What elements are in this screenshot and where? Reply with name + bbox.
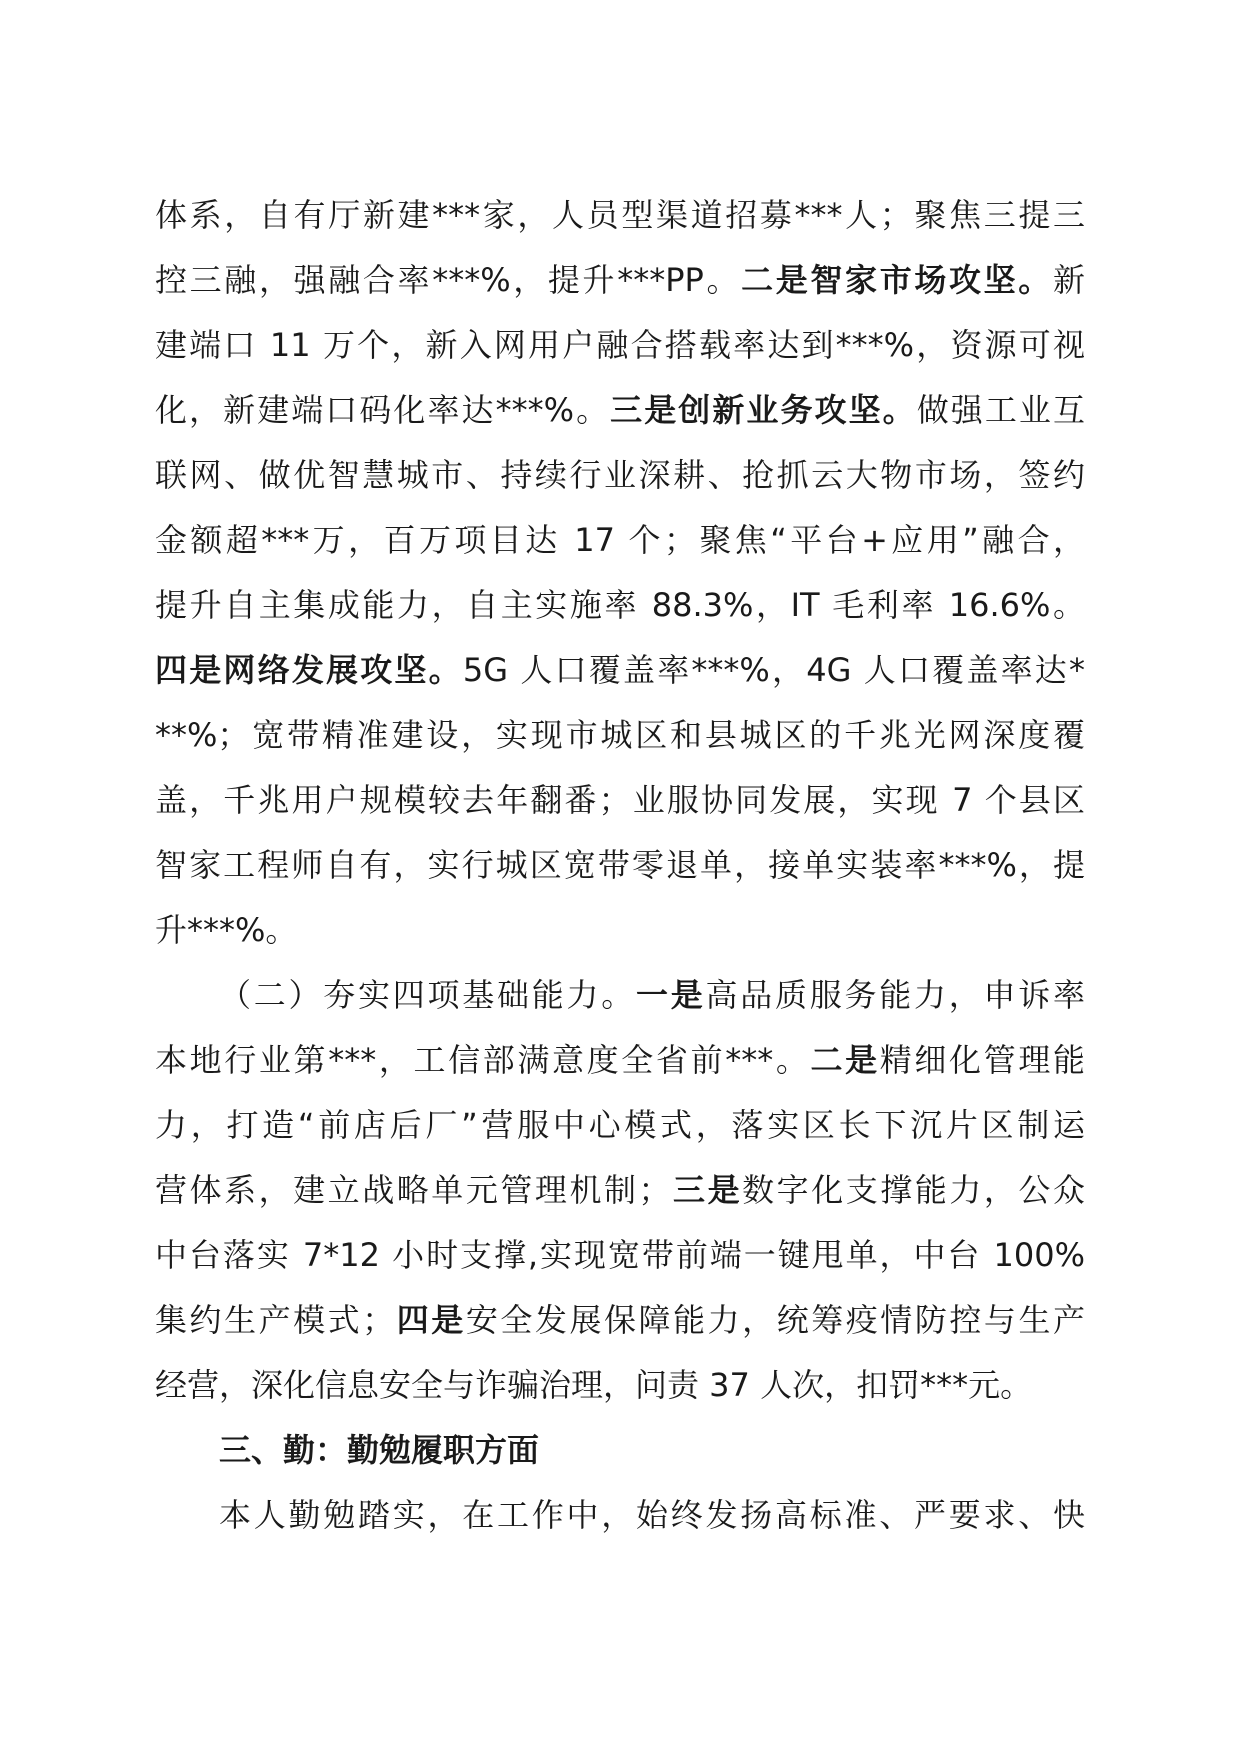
bold-phrase: 一是 <box>635 976 706 1014</box>
paragraph-line: 营体系，建立战略单元管理机制；三是数字化支撑能力，公众 <box>155 1171 1085 1209</box>
paragraph-line: 集约生产模式；四是安全发展保障能力，统筹疫情防控与生产 <box>155 1301 1085 1339</box>
paragraph-line: 金额超***万，百万项目达 17 个；聚焦“平台+应用”融合， <box>155 521 1085 559</box>
bold-phrase: 二是 <box>810 1041 880 1079</box>
paragraph-line: 提升自主集成能力，自主实施率 88.3%，IT 毛利率 16.6%。 <box>155 586 1085 624</box>
paragraph-line: 盖，千兆用户规模较去年翻番；业服协同发展，实现 7 个县区 <box>155 781 1085 819</box>
bold-phrase: 三是创新业务攻坚。 <box>610 391 917 429</box>
paragraph-line: 中台落实 7*12 小时支撑,实现宽带前端一键甩单，中台 100% <box>155 1236 1085 1274</box>
bold-phrase: 四是 <box>394 1301 466 1339</box>
paragraph-line: 四是网络发展攻坚。5G 人口覆盖率***%，4G 人口覆盖率达* <box>155 651 1085 689</box>
paragraph-line: 体系，自有厅新建***家，人员型渠道招募***人；聚焦三提三 <box>155 196 1085 234</box>
paragraph-line: （二）夯实四项基础能力。一是高品质服务能力，申诉率 <box>219 976 1085 1014</box>
paragraph-line: 升***%。 <box>155 911 298 949</box>
bold-phrase: 三是 <box>670 1171 743 1209</box>
paragraph-line: 本地行业第***，工信部满意度全省前***。二是精细化管理能 <box>155 1041 1085 1079</box>
document-page <box>155 183 1085 1548</box>
paragraph-line: 控三融，强融合率***%，提升***PP。二是智家市场攻坚。新 <box>155 261 1085 299</box>
bold-phrase: 二是智家市场攻坚。 <box>741 261 1053 299</box>
paragraph-line: 力，打造“前店后厂”营服中心模式，落实区长下沉片区制运 <box>155 1106 1085 1144</box>
paragraph-line: 建端口 11 万个，新入网用户融合搭载率达到***%，资源可视 <box>155 326 1085 364</box>
paragraph-line: 经营，深化信息安全与诈骗治理，问责 37 人次，扣罚***元。 <box>155 1366 1033 1404</box>
paragraph-line: **%；宽带精准建设，实现市城区和县城区的千兆光网深度覆 <box>155 716 1085 754</box>
paragraph-line: 化，新建端口码化率达***%。三是创新业务攻坚。做强工业互 <box>155 391 1085 429</box>
paragraph-line: 本人勤勉踏实，在工作中，始终发扬高标准、严要求、快 <box>219 1496 1085 1534</box>
paragraph-line: 联网、做优智慧城市、持续行业深耕、抢抓云大物市场，签约 <box>155 456 1085 494</box>
bold-phrase: 四是网络发展攻坚。 <box>155 651 463 689</box>
paragraph-line: 智家工程师自有，实行城区宽带零退单，接单实装率***%，提 <box>155 846 1085 884</box>
section-heading: 三、勤：勤勉履职方面 <box>219 1431 540 1469</box>
